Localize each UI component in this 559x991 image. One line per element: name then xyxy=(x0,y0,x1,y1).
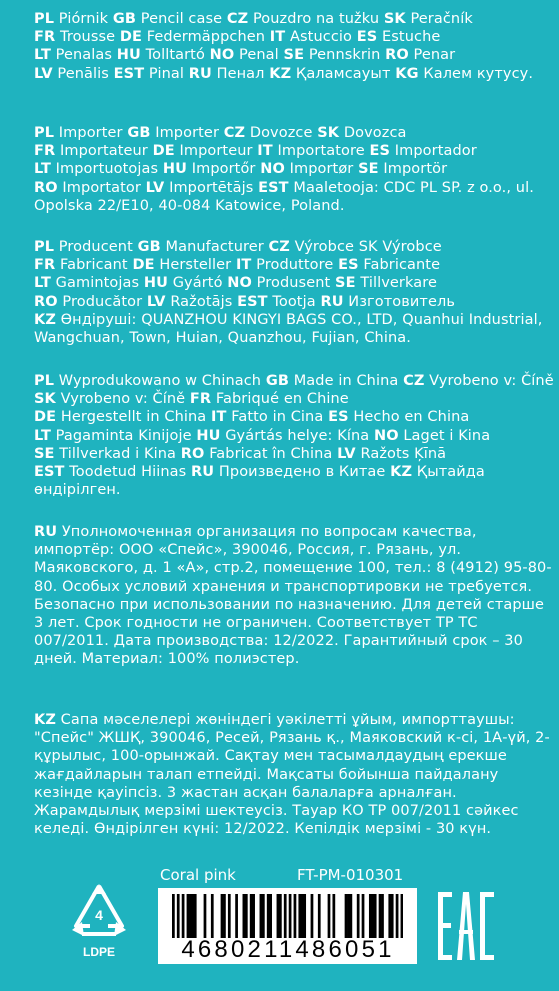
country-code: IT xyxy=(211,409,227,426)
country-code: EST xyxy=(113,65,145,82)
country-code: RU xyxy=(191,464,215,481)
country-code: GB xyxy=(137,239,161,255)
translation-text: Произведено в Китае xyxy=(218,464,386,481)
country-code: EST xyxy=(237,293,268,310)
barcode-bar xyxy=(235,894,238,938)
country-code: GB xyxy=(127,125,151,141)
translation-text: Importateur xyxy=(60,143,148,160)
country-code: SE xyxy=(283,47,305,64)
barcode-bar xyxy=(345,894,348,938)
barcode xyxy=(158,888,417,964)
barcode-bar xyxy=(177,894,180,938)
country-code: SE xyxy=(335,275,356,292)
translation-text: Penālis xyxy=(57,65,109,82)
barcode-bar xyxy=(191,894,194,938)
country-code: PL xyxy=(34,11,55,27)
country-code: PL xyxy=(34,373,55,389)
translation-text: Produsent xyxy=(256,275,331,292)
barcode-bar xyxy=(245,894,248,938)
translation-text: Ražots Ķīnā xyxy=(360,445,447,462)
barcode-bar xyxy=(223,894,226,938)
color-label: Coral pink xyxy=(160,866,236,884)
translation-text: Importør xyxy=(289,161,354,178)
country-code: RO xyxy=(34,179,58,196)
translation-text: Vyrobeno v: Číně xyxy=(429,373,554,389)
country-code: CZ xyxy=(403,373,425,389)
translation-text: Dovozce xyxy=(249,125,313,141)
translation-text: Ražotājs xyxy=(170,293,233,310)
barcode-bar xyxy=(279,894,282,938)
country-code: KZ xyxy=(390,464,413,481)
translation-text: Astuccio xyxy=(290,29,352,46)
barcode-bar xyxy=(172,894,175,938)
country-code: RU xyxy=(188,65,212,82)
country-code: CZ xyxy=(226,11,249,27)
country-code: LT xyxy=(34,427,51,444)
barcode-bar xyxy=(277,894,280,938)
barcode-bar xyxy=(379,894,382,938)
recycle-icon xyxy=(68,882,130,962)
translation-text: Pagaminta Kinijoje xyxy=(55,427,192,444)
translation-text: Gyártás helye: Kína xyxy=(225,427,370,444)
translation-text: Fabricant xyxy=(60,257,128,274)
country-code: HU xyxy=(162,161,188,178)
country-code: CZ xyxy=(223,125,246,141)
country-code: LT xyxy=(34,275,51,292)
translation-text: Pouzdro na tužku xyxy=(252,11,380,27)
barcode-bar xyxy=(267,894,270,938)
barcode-bar xyxy=(260,894,263,938)
barcode-bar xyxy=(194,894,197,938)
translation-text: Peračník xyxy=(410,11,473,27)
country-code: ES xyxy=(328,409,349,426)
translation-text: Қытайда өндірілген. xyxy=(34,464,485,499)
country-code: SK xyxy=(34,391,56,408)
country-code: GB xyxy=(112,11,137,27)
country-code: SE xyxy=(34,445,55,462)
country-code: NO xyxy=(260,161,285,178)
translation-text: Penar xyxy=(413,47,456,64)
translation-text: Pennskrin xyxy=(308,47,381,64)
translation-text: Сапа мәселелері жөніндегі уәкілетті ұйым, импорттаушы: "Спейс" ЖШҚ, 390046, Ресей, Рязань қ., Маяковский к-сі, 1А-үй, 2-құрылыс, 100-орынжай. Сақтау мен тасымалдаудың ерекше жағдайларын талап етпейді. Мақсаты бойынша пайдалану кезінде қауіпсіз. 3 жастан асқан балаларға арналған. Жарамдылық мерзімі шектеусіз. Тауар КО ТР 007/2011 сәйкес келеді. Өндірілген күні: 12/2022. Кепілдік мерзімі - 30 күн. xyxy=(34,712,550,838)
translation-text: Importer xyxy=(155,125,220,141)
translation-text: Penalas xyxy=(55,47,113,64)
eac-text: EAC xyxy=(436,888,438,889)
barcode-bar xyxy=(303,894,306,938)
translation-text: Producent xyxy=(58,239,133,255)
product-code: FT-PM-010301 xyxy=(297,866,404,884)
translation-text: Maaletooja: CDC PL SP. z o.o., ul. Opolska 22/E10, 40-084 Katowice, Poland. xyxy=(34,179,534,214)
importer-block xyxy=(34,124,554,215)
country-code: RU xyxy=(34,524,58,540)
translation-text: Federmäppchen xyxy=(146,29,266,46)
country-code: IT xyxy=(235,257,252,274)
barcode-bar xyxy=(369,894,372,938)
barcode-bar xyxy=(250,894,253,938)
country-code: DE xyxy=(152,143,175,160)
product-name-block xyxy=(34,10,554,83)
translation-text: Produttore xyxy=(256,257,334,274)
barcode-bar xyxy=(182,894,185,938)
country-code: FR xyxy=(34,29,56,46)
translation-text: Hergestellt in China xyxy=(60,409,207,426)
translation-text: Importētājs xyxy=(169,179,254,196)
translation-text: Manufacturer xyxy=(165,239,264,255)
country-code: GB xyxy=(265,373,289,389)
country-code: FR xyxy=(34,143,56,160)
country-code: EST xyxy=(34,464,65,481)
barcode-bar xyxy=(374,894,377,938)
barcode-bar xyxy=(243,894,246,938)
country-code: LT xyxy=(34,161,51,178)
barcode-bar xyxy=(301,894,304,938)
country-code: KZ xyxy=(34,311,56,328)
barcode-bar xyxy=(371,894,374,938)
translation-text: Importatore xyxy=(277,143,365,160)
country-code: KZ xyxy=(34,712,56,728)
country-code: NO xyxy=(373,427,399,444)
translation-text: Importador xyxy=(394,143,477,160)
country-code: HU xyxy=(116,47,141,64)
country-code: EST xyxy=(258,179,289,196)
country-code: LT xyxy=(34,47,51,64)
translation-text: Hersteller xyxy=(159,257,232,274)
barcode-bar xyxy=(381,894,384,938)
barcode-bar xyxy=(328,894,331,938)
translation-text: Toodetud Hiinas xyxy=(69,464,187,481)
barcode-bar xyxy=(347,894,350,938)
country-code: RO xyxy=(34,293,58,310)
barcode-number: 4680211486051 xyxy=(181,936,395,963)
country-code: NO xyxy=(209,47,235,64)
country-code: DE xyxy=(119,29,143,46)
country-code: IT xyxy=(257,143,273,160)
country-code: LV xyxy=(34,65,53,82)
translation-text: Penal xyxy=(239,47,279,64)
translation-text: Laget i Kina xyxy=(403,427,491,444)
country-code: SE xyxy=(358,161,379,178)
country-code: LV xyxy=(145,179,165,196)
translation-text: Piórnik xyxy=(58,11,109,27)
barcode-bar xyxy=(284,894,287,938)
kazakh-info-block xyxy=(34,711,554,838)
translation-text: Estuche xyxy=(382,29,441,46)
barcode-bar xyxy=(221,894,224,938)
barcode-bar xyxy=(391,894,394,938)
barcode-bar xyxy=(357,894,360,938)
translation-text: Өндіруші: QUANZHOU KINGYI BAGS CO., LTD, Quanhui Industrial, Wangchuan, Town, Huian, Quanzhou, Fujian, China. xyxy=(34,311,543,347)
country-code: SK xyxy=(317,125,340,141)
translation-text: Importeur xyxy=(179,143,253,160)
translation-text: Fatto in Cina xyxy=(231,409,324,426)
country-code: CZ xyxy=(268,239,290,255)
translation-text: Importator xyxy=(62,179,141,196)
translation-text: Gyártó xyxy=(172,275,223,292)
country-code: IT xyxy=(269,29,286,46)
country-code: LV xyxy=(146,293,166,310)
barcode-bar xyxy=(311,894,314,938)
barcode-bar xyxy=(228,894,231,938)
country-code: PL xyxy=(34,239,55,255)
translation-text: Výrobce SK Výrobce xyxy=(294,239,442,255)
recycle-number: 4 xyxy=(95,907,103,923)
translation-text: Fabricante xyxy=(363,257,441,274)
barcode-bar xyxy=(187,894,190,938)
translation-text: Калем кутусу. xyxy=(423,65,534,82)
translation-text: Tillverkad i Kina xyxy=(59,445,177,462)
barcode-bar xyxy=(211,894,214,938)
translation-text: Tootja xyxy=(272,293,316,310)
country-code: ES xyxy=(338,257,359,274)
barcode-bar xyxy=(362,894,365,938)
barcode-bar xyxy=(318,894,321,938)
barcode-bar xyxy=(350,894,353,938)
translation-text: Fabricat în China xyxy=(209,445,333,462)
barcode-bar xyxy=(189,894,192,938)
country-code: SK xyxy=(383,11,406,27)
barcode-bar xyxy=(396,894,399,938)
country-code: FR xyxy=(34,257,56,274)
translation-text: Pencil case xyxy=(140,11,223,27)
country-code: NO xyxy=(227,275,252,292)
translation-text: Importör xyxy=(383,161,448,178)
translation-text: Vyrobeno v: Číně xyxy=(60,391,186,408)
translation-text: Fabriqué en Chine xyxy=(215,391,349,408)
country-code: HU xyxy=(143,275,168,292)
eac-mark-icon xyxy=(436,888,498,968)
country-code: RO xyxy=(385,47,409,64)
barcode-bar xyxy=(262,894,265,938)
translation-text: Tolltartó xyxy=(145,47,205,64)
translation-text: Pinal xyxy=(148,65,184,82)
translation-text: Importuotojas xyxy=(55,161,159,178)
translation-text: Dovozca xyxy=(343,125,407,141)
recycle-material: LDPE xyxy=(82,945,116,959)
country-code: ES xyxy=(356,29,378,46)
translation-text: Producător xyxy=(62,293,143,310)
translation-text: Importőr xyxy=(191,161,256,178)
country-code: KG xyxy=(395,65,419,82)
barcode-bar xyxy=(289,894,292,938)
country-code: PL xyxy=(34,125,55,141)
translation-text: Importer xyxy=(58,125,123,141)
country-code: DE xyxy=(34,409,57,426)
barcode-bar xyxy=(332,894,335,938)
country-code: HU xyxy=(196,427,221,444)
translation-text: Made in China xyxy=(293,373,399,389)
translation-text: Tillverkare xyxy=(360,275,437,292)
origin-block xyxy=(34,372,554,499)
translation-text: Trousse xyxy=(60,29,116,46)
translation-text: Пенал xyxy=(216,65,265,82)
translation-text: Hecho en China xyxy=(353,409,470,426)
barcode-bar xyxy=(388,894,391,938)
barcode-bars xyxy=(172,894,403,938)
barcode-bar xyxy=(298,894,301,938)
translation-text: Wyprodukowano w Chinach xyxy=(58,373,262,389)
translation-text: Изготовитель xyxy=(348,293,456,310)
country-code: ES xyxy=(369,143,391,160)
country-code: RO xyxy=(180,445,205,462)
barcode-bar xyxy=(269,894,272,938)
translation-text: Gamintojas xyxy=(55,275,140,292)
translation-text: Уполномоченная организация по вопросам качества, импортёр: ООО «Спейс», 390046, Россия, г. Рязань, ул. Маяковского, д. 1 «А», стр.2, помещение 100, тел.: 8 (4912) 95-80-80. Особых условий хранения и транспортировки не требуется. Безопасно при использовании по назначению. Для детей старше 3 лет. Срок годности не ограничен. Соответствует ТР ТС 007/2011. Дата производства: 12/2022. Гарантийный срок – 30 дней. Материал: 100% полиэстер. xyxy=(34,524,552,668)
country-code: FR xyxy=(189,391,212,408)
barcode-bar xyxy=(204,894,207,938)
barcode-bar xyxy=(294,894,297,938)
translation-text: Қаламсауыт xyxy=(295,65,391,82)
country-code: RU xyxy=(320,293,344,310)
country-code: DE xyxy=(132,257,155,274)
russian-info-block xyxy=(34,523,554,669)
barcode-bar xyxy=(401,894,403,938)
country-code: LV xyxy=(337,445,356,462)
country-code: KZ xyxy=(269,65,292,82)
barcode-bar xyxy=(252,894,255,938)
manufacturer-block xyxy=(34,238,554,347)
